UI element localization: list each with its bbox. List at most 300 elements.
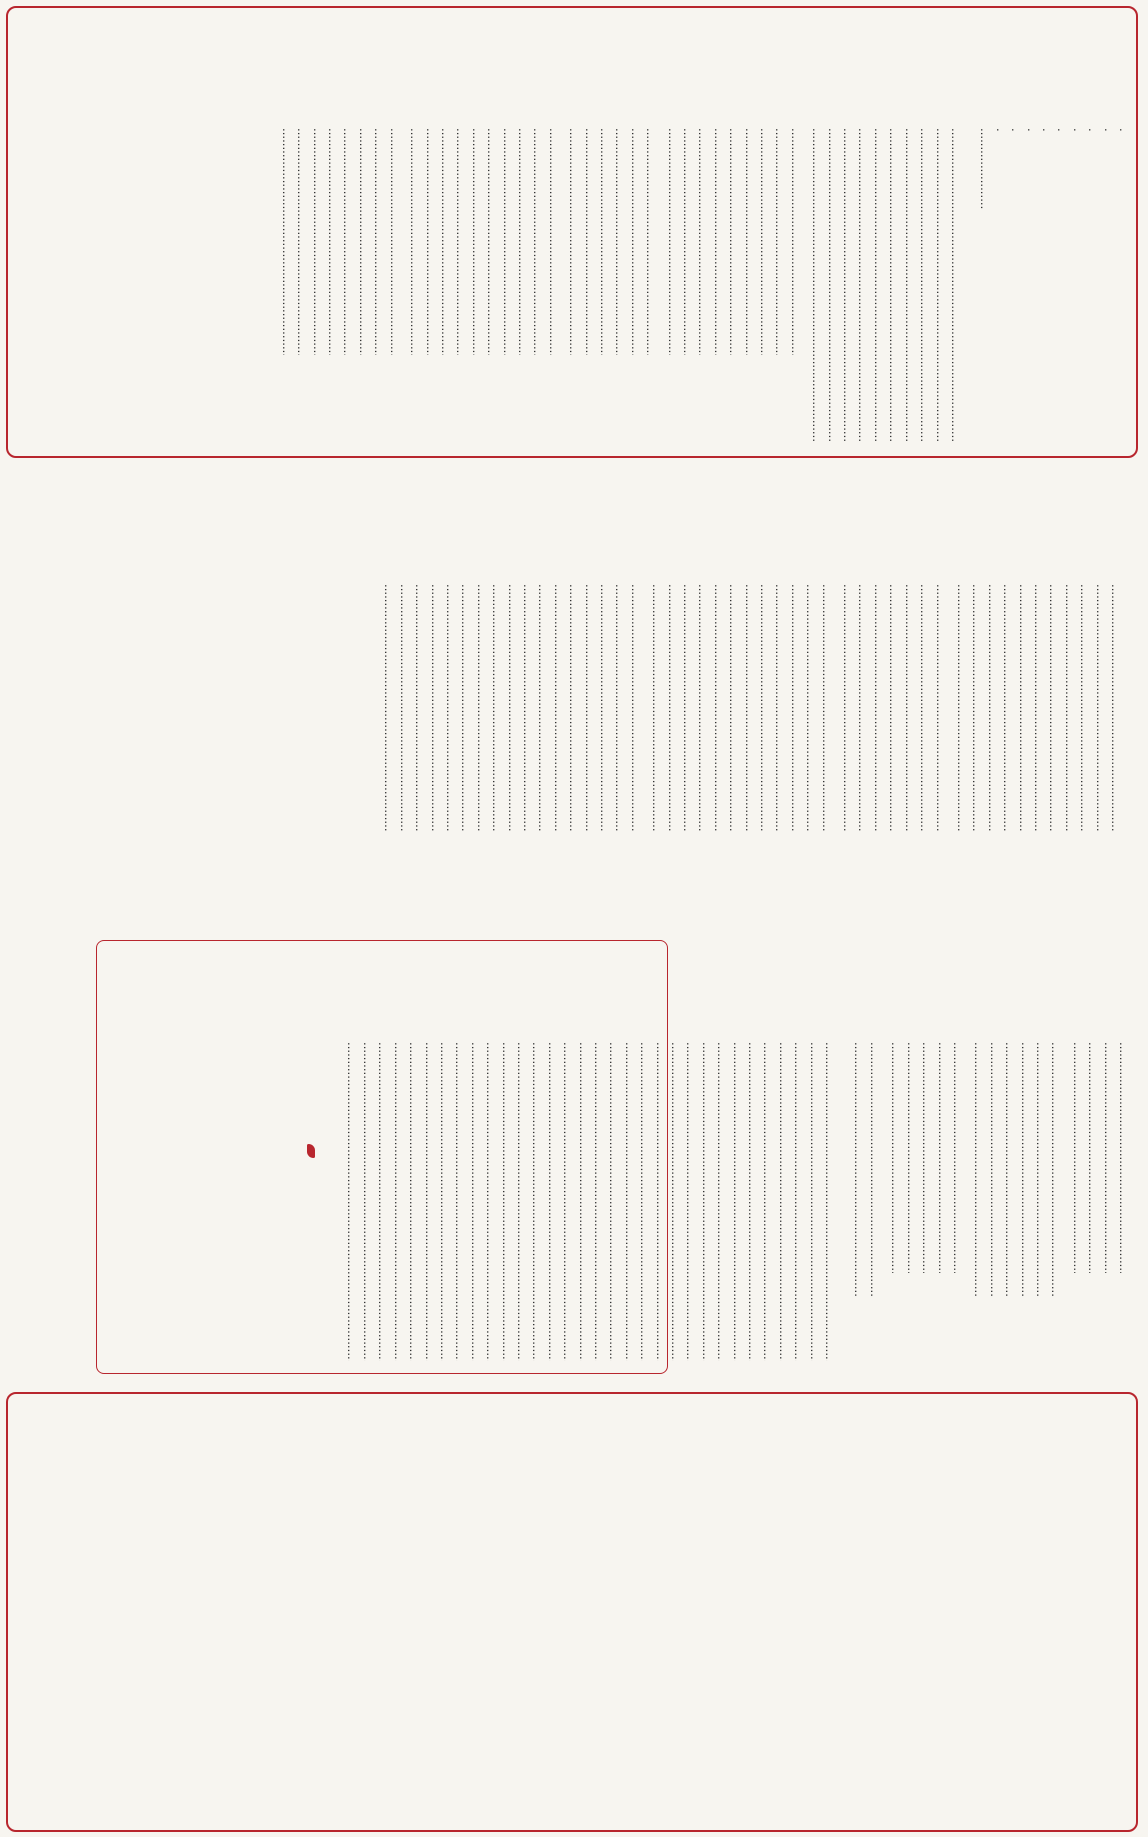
menu-item xyxy=(628,30,643,446)
item-price xyxy=(1018,1297,1033,1364)
menu-item xyxy=(985,486,1000,922)
item-name xyxy=(1034,1042,1049,1297)
item-price xyxy=(758,355,773,446)
item-price xyxy=(546,355,561,446)
item-name xyxy=(1093,584,1108,831)
chowmein-section xyxy=(567,30,659,446)
menu-item xyxy=(1086,30,1101,446)
item-name xyxy=(295,128,310,355)
menu-item xyxy=(1032,486,1047,922)
menu-item xyxy=(598,486,613,922)
menu-item xyxy=(567,30,582,446)
menu-item xyxy=(295,30,310,446)
item-name xyxy=(485,128,500,355)
item-price xyxy=(474,831,489,922)
item-name xyxy=(852,1042,867,1297)
menu-item xyxy=(761,944,776,1364)
menu-item xyxy=(935,944,950,1364)
menu-item xyxy=(758,30,773,446)
item-name xyxy=(1018,1042,1033,1297)
menu-item xyxy=(613,486,628,922)
menu-item xyxy=(902,30,917,446)
menu-item xyxy=(841,486,856,922)
menu-item xyxy=(326,30,341,446)
menu-item xyxy=(696,30,711,446)
menu-item xyxy=(715,944,730,1364)
item-price xyxy=(669,1361,684,1364)
item-name xyxy=(628,584,643,831)
item-name xyxy=(669,1042,684,1361)
item-name xyxy=(681,584,696,831)
menu-item xyxy=(684,944,699,1364)
menu-item xyxy=(978,30,993,446)
item-name xyxy=(279,128,294,355)
item-name xyxy=(727,128,742,355)
item-price xyxy=(681,355,696,446)
menu-item xyxy=(1070,30,1085,446)
menu-item xyxy=(711,30,726,446)
item-name xyxy=(469,128,484,355)
item-name xyxy=(872,584,887,831)
sweetsour-section xyxy=(1070,944,1132,1364)
menu-item xyxy=(681,30,696,446)
menu-item xyxy=(951,944,966,1364)
menu-item xyxy=(856,486,871,922)
column-2 xyxy=(376,486,1134,922)
item-name xyxy=(1101,1042,1116,1273)
item-name xyxy=(628,128,643,355)
american-section xyxy=(978,30,1132,446)
menu-item xyxy=(1024,30,1039,446)
item-price xyxy=(1024,131,1039,446)
menu-item xyxy=(1078,486,1093,922)
menu-item xyxy=(474,486,489,922)
menu-item xyxy=(1117,944,1132,1364)
item-price xyxy=(730,1361,745,1364)
item-name xyxy=(500,128,515,355)
item-name xyxy=(665,584,680,831)
menu-item xyxy=(711,486,726,922)
item-price xyxy=(684,1361,699,1364)
item-price xyxy=(1117,1273,1132,1364)
item-price xyxy=(439,355,454,446)
menu-item xyxy=(872,30,887,446)
item-price xyxy=(856,443,871,446)
item-price xyxy=(628,355,643,446)
menu-item xyxy=(776,944,791,1364)
item-name xyxy=(1024,128,1039,131)
item-price xyxy=(644,355,659,446)
item-price xyxy=(1009,131,1024,446)
item-name xyxy=(1086,1042,1101,1273)
menu-item xyxy=(669,944,684,1364)
item-name xyxy=(804,584,819,831)
item-name xyxy=(727,584,742,831)
item-name xyxy=(1040,128,1055,131)
item-name xyxy=(887,584,902,831)
item-price xyxy=(887,443,902,446)
item-name xyxy=(933,128,948,443)
item-name xyxy=(773,584,788,831)
item-name xyxy=(326,128,341,355)
item-name xyxy=(1032,584,1047,831)
item-price xyxy=(788,831,803,922)
menu-item xyxy=(902,486,917,922)
item-name xyxy=(428,584,443,831)
beef-section xyxy=(955,486,1124,922)
item-name xyxy=(1070,128,1085,131)
item-name xyxy=(904,1042,919,1273)
item-name xyxy=(531,128,546,355)
menu-item xyxy=(1101,30,1116,446)
item-name xyxy=(902,128,917,443)
item-name xyxy=(357,128,372,355)
item-price xyxy=(742,831,757,922)
item-price xyxy=(825,443,840,446)
item-price xyxy=(485,355,500,446)
item-price xyxy=(887,831,902,922)
poultry-section xyxy=(650,486,835,922)
menu-item xyxy=(485,30,500,446)
menu-item xyxy=(372,30,387,446)
item-name xyxy=(758,128,773,355)
item-price xyxy=(955,831,970,922)
item-name xyxy=(792,1042,807,1361)
item-price xyxy=(1049,1297,1064,1364)
mooshu-section xyxy=(852,944,883,1364)
item-price xyxy=(902,831,917,922)
menu-item xyxy=(773,486,788,922)
item-name xyxy=(918,584,933,831)
menu-item xyxy=(920,944,935,1364)
menu-item xyxy=(665,486,680,922)
item-name xyxy=(949,128,964,443)
menu-item xyxy=(904,944,919,1364)
item-price xyxy=(949,443,964,446)
item-name xyxy=(746,1042,761,1361)
item-price xyxy=(516,355,531,446)
menu-item xyxy=(582,486,597,922)
menu-item xyxy=(279,30,294,446)
roastpork-section xyxy=(841,486,949,922)
item-price xyxy=(387,355,402,446)
item-name xyxy=(490,584,505,831)
item-name xyxy=(758,584,773,831)
menu-item xyxy=(949,30,964,446)
menu-item xyxy=(536,486,551,922)
item-price xyxy=(727,831,742,922)
item-price xyxy=(295,355,310,446)
item-price xyxy=(1117,131,1132,446)
item-price xyxy=(428,831,443,922)
item-name xyxy=(825,128,840,443)
item-price xyxy=(987,1297,1002,1364)
item-price xyxy=(868,1297,883,1364)
item-name xyxy=(951,1042,966,1273)
item-name xyxy=(397,584,412,831)
menu-item xyxy=(1040,30,1055,446)
item-price xyxy=(993,131,1008,446)
menu-item xyxy=(804,486,819,922)
item-name xyxy=(788,128,803,355)
menu-item xyxy=(341,30,356,446)
menu-item xyxy=(1047,486,1062,922)
menu-item xyxy=(1086,944,1101,1364)
item-name xyxy=(567,128,582,355)
item-price xyxy=(469,355,484,446)
menu-item xyxy=(1003,944,1018,1364)
menu-item xyxy=(1055,30,1070,446)
menu-item xyxy=(727,30,742,446)
item-price xyxy=(823,1361,838,1364)
menu-item xyxy=(807,944,822,1364)
item-price xyxy=(872,443,887,446)
eggfooyoung-section xyxy=(972,944,1064,1364)
item-name xyxy=(681,128,696,355)
item-price xyxy=(918,443,933,446)
item-name xyxy=(807,1042,822,1361)
menu-item xyxy=(889,944,904,1364)
menu-item xyxy=(490,486,505,922)
item-price xyxy=(1062,831,1077,922)
item-name xyxy=(1109,584,1124,831)
item-name xyxy=(551,584,566,831)
menu-item xyxy=(918,486,933,922)
menu-item xyxy=(819,486,834,922)
item-price xyxy=(521,831,536,922)
menu-item xyxy=(1062,486,1077,922)
menu-item xyxy=(665,30,680,446)
item-price xyxy=(1101,131,1116,446)
item-name xyxy=(841,584,856,831)
friedrice-section xyxy=(279,30,402,446)
item-price xyxy=(761,1361,776,1364)
item-price xyxy=(978,209,993,446)
item-name xyxy=(546,128,561,355)
item-name xyxy=(955,584,970,831)
item-price xyxy=(531,355,546,446)
item-name xyxy=(598,584,613,831)
menu-item xyxy=(628,486,643,922)
item-name xyxy=(742,128,757,355)
item-name xyxy=(856,584,871,831)
item-name xyxy=(1078,584,1093,831)
item-price xyxy=(454,355,469,446)
menu-item xyxy=(773,30,788,446)
item-price xyxy=(582,355,597,446)
appetizers-section xyxy=(810,30,964,446)
item-price xyxy=(807,1361,822,1364)
lomein-section xyxy=(408,30,562,446)
item-name xyxy=(918,128,933,443)
item-price xyxy=(852,1297,867,1364)
menu-item xyxy=(357,30,372,446)
item-price xyxy=(1001,831,1016,922)
item-name xyxy=(582,584,597,831)
item-price xyxy=(536,831,551,922)
item-name xyxy=(993,128,1008,131)
item-price xyxy=(1070,131,1085,446)
item-name xyxy=(1003,1042,1018,1297)
item-price xyxy=(935,1273,950,1364)
item-name xyxy=(474,584,489,831)
item-name xyxy=(823,1042,838,1361)
item-name xyxy=(444,584,459,831)
item-price xyxy=(413,831,428,922)
item-price xyxy=(711,355,726,446)
item-name xyxy=(1101,128,1116,131)
item-price xyxy=(341,355,356,446)
item-price xyxy=(804,831,819,922)
item-price xyxy=(746,1361,761,1364)
item-price xyxy=(326,355,341,446)
item-price xyxy=(972,1297,987,1364)
item-price xyxy=(598,831,613,922)
menu-item xyxy=(1009,30,1024,446)
menu-item xyxy=(500,30,515,446)
item-name xyxy=(382,584,397,831)
item-price xyxy=(1047,831,1062,922)
item-price xyxy=(1078,831,1093,922)
menu-item xyxy=(546,30,561,446)
item-name xyxy=(730,1042,745,1361)
item-price xyxy=(382,831,397,922)
vegetables-section xyxy=(889,944,966,1364)
item-name xyxy=(372,128,387,355)
item-price xyxy=(792,1361,807,1364)
item-name xyxy=(935,1042,950,1273)
item-name xyxy=(841,128,856,443)
item-price xyxy=(872,831,887,922)
item-price xyxy=(582,831,597,922)
item-price xyxy=(920,1273,935,1364)
item-price xyxy=(459,831,474,922)
item-price xyxy=(889,1273,904,1364)
menu-item xyxy=(1101,944,1116,1364)
menu-item xyxy=(1117,30,1132,446)
item-name xyxy=(970,584,985,831)
item-name xyxy=(1009,128,1024,131)
item-name xyxy=(1062,584,1077,831)
item-name xyxy=(613,584,628,831)
menu-item xyxy=(1109,486,1124,922)
menu-item xyxy=(310,30,325,446)
item-price xyxy=(819,831,834,922)
seafood-section xyxy=(382,486,644,922)
item-price xyxy=(715,1361,730,1364)
item-price xyxy=(490,831,505,922)
menu-item xyxy=(681,486,696,922)
combination-box xyxy=(96,940,668,1374)
item-price xyxy=(310,355,325,446)
menu-item xyxy=(1049,944,1064,1364)
menu-item xyxy=(1070,944,1085,1364)
item-name xyxy=(868,1042,883,1297)
item-price xyxy=(567,831,582,922)
item-price xyxy=(628,831,643,922)
item-name xyxy=(1001,584,1016,831)
menu-item xyxy=(1001,486,1016,922)
menu-item xyxy=(758,486,773,922)
menu-item xyxy=(825,30,840,446)
item-price xyxy=(372,355,387,446)
item-name xyxy=(978,128,993,209)
item-name xyxy=(887,128,902,443)
item-price xyxy=(985,831,1000,922)
item-price xyxy=(500,355,515,446)
item-price xyxy=(1070,1273,1085,1364)
item-price xyxy=(408,355,423,446)
item-name xyxy=(761,1042,776,1361)
item-price xyxy=(613,355,628,446)
item-name xyxy=(341,128,356,355)
menu-item xyxy=(567,486,582,922)
menu-item xyxy=(1093,486,1108,922)
item-name xyxy=(1049,1042,1064,1297)
item-name xyxy=(1117,1042,1132,1273)
menu-item xyxy=(397,486,412,922)
menu-item xyxy=(856,30,871,446)
menu-item xyxy=(788,486,803,922)
item-name xyxy=(310,128,325,355)
item-price xyxy=(1086,1273,1101,1364)
item-price xyxy=(650,831,665,922)
menu-item xyxy=(505,486,520,922)
item-price xyxy=(1034,1297,1049,1364)
item-name xyxy=(1086,128,1101,131)
menu-item xyxy=(1018,944,1033,1364)
menu-item xyxy=(382,486,397,922)
menu-item xyxy=(699,944,714,1364)
item-price xyxy=(665,355,680,446)
item-name xyxy=(788,584,803,831)
item-price xyxy=(1093,831,1108,922)
item-price xyxy=(444,831,459,922)
item-price xyxy=(681,831,696,922)
item-name xyxy=(810,128,825,443)
item-price xyxy=(696,831,711,922)
menu-item xyxy=(746,944,761,1364)
menu-item xyxy=(887,486,902,922)
item-name xyxy=(696,584,711,831)
item-name xyxy=(505,584,520,831)
item-name xyxy=(454,128,469,355)
menu-item xyxy=(387,30,402,446)
item-price xyxy=(505,831,520,922)
menu-item xyxy=(727,486,742,922)
menu-item xyxy=(444,486,459,922)
menu-item xyxy=(841,30,856,446)
menu-item xyxy=(993,30,1008,446)
item-name xyxy=(1055,128,1070,131)
item-name xyxy=(987,1042,1002,1297)
item-name xyxy=(684,1042,699,1361)
menu-item xyxy=(918,30,933,446)
item-price xyxy=(711,831,726,922)
item-name xyxy=(696,128,711,355)
menu-item xyxy=(469,30,484,446)
menu-item xyxy=(423,30,438,446)
item-price xyxy=(567,355,582,446)
item-price xyxy=(918,831,933,922)
menu-item xyxy=(408,30,423,446)
menu-item xyxy=(823,944,838,1364)
item-name xyxy=(423,128,438,355)
item-name xyxy=(715,1042,730,1361)
item-price xyxy=(933,443,948,446)
item-price xyxy=(841,443,856,446)
item-name xyxy=(1047,584,1062,831)
